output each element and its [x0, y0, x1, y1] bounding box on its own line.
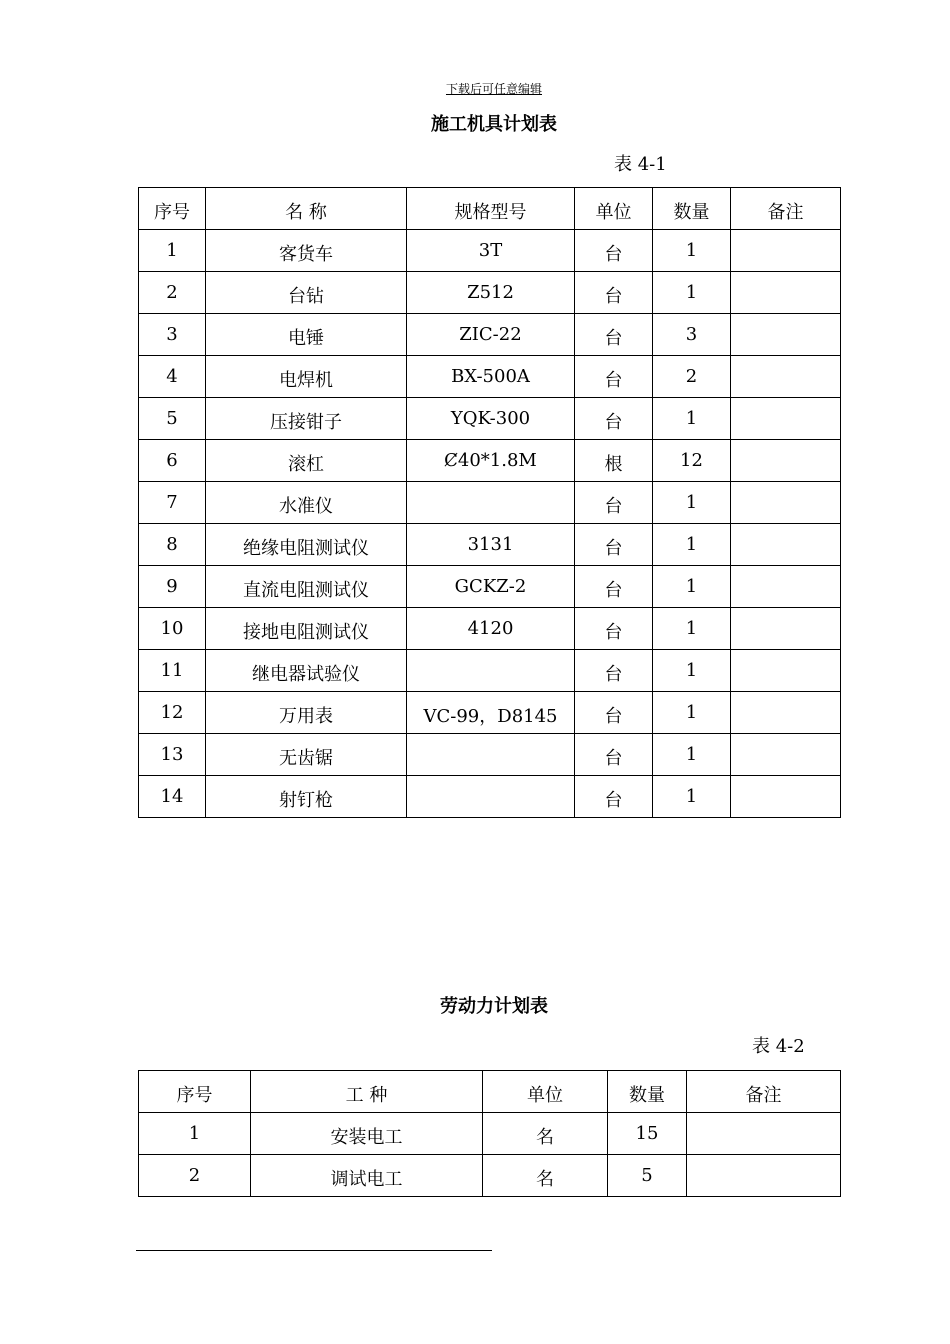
table-cell: GCKZ-2: [407, 566, 575, 608]
footnote-separator: [136, 1250, 492, 1251]
table-cell: 12: [139, 692, 206, 734]
table-cell: 1: [653, 566, 731, 608]
table-cell: 1: [139, 1113, 251, 1155]
header-cell: 规格型号: [407, 188, 575, 230]
table-row: [139, 608, 841, 650]
table-cell: [731, 440, 841, 482]
header-cell: 工 种: [251, 1071, 483, 1113]
table-cell: [731, 608, 841, 650]
table-cell: 绝缘电阻测试仪: [206, 524, 407, 566]
table-cell: 名: [483, 1155, 608, 1197]
table-cell: 台: [575, 272, 653, 314]
header-cell: 序号: [139, 188, 206, 230]
table-cell: 万用表: [206, 692, 407, 734]
table-cell: [687, 1113, 841, 1155]
table-row: [139, 440, 841, 482]
table-cell: 6: [139, 440, 206, 482]
table-row: [139, 1113, 841, 1155]
table-cell: [687, 1155, 841, 1197]
table-cell: 1: [653, 482, 731, 524]
table-cell: BX-500A: [407, 356, 575, 398]
table-cell: [407, 650, 575, 692]
table-cell: 2: [139, 1155, 251, 1197]
table-cell: [731, 776, 841, 818]
table1-title: 施工机具计划表: [431, 114, 557, 135]
table-cell: 1: [653, 398, 731, 440]
table-row: [139, 566, 841, 608]
table-cell: 调试电工: [251, 1155, 483, 1197]
table-cell: 台: [575, 566, 653, 608]
table-cell: Ȼ40*1.8M: [407, 440, 575, 482]
table-cell: 7: [139, 482, 206, 524]
table-cell: 15: [608, 1113, 687, 1155]
table-cell: 1: [653, 608, 731, 650]
table-cell: 11: [139, 650, 206, 692]
table-cell: 台: [575, 230, 653, 272]
table-cell: 1: [653, 272, 731, 314]
table-cell: 台: [575, 398, 653, 440]
table2-title: 劳动力计划表: [440, 996, 548, 1017]
table-cell: 4: [139, 356, 206, 398]
table-cell: 台: [575, 734, 653, 776]
table-cell: 直流电阻测试仪: [206, 566, 407, 608]
header-cell: 数量: [608, 1071, 687, 1113]
table-cell: 台: [575, 524, 653, 566]
table-cell: YQK-300: [407, 398, 575, 440]
header-row: [139, 1071, 841, 1113]
table-row: [139, 314, 841, 356]
table-cell: 8: [139, 524, 206, 566]
table-row: [139, 482, 841, 524]
table-cell: 电锤: [206, 314, 407, 356]
table-cell: 台: [575, 356, 653, 398]
header-cell: 数量: [653, 188, 731, 230]
table-cell: 3131: [407, 524, 575, 566]
table-cell: 压接钳子: [206, 398, 407, 440]
table-cell: 安装电工: [251, 1113, 483, 1155]
table-cell: 13: [139, 734, 206, 776]
table-cell: 3T: [407, 230, 575, 272]
header-cell: 备注: [687, 1071, 841, 1113]
table-cell: [731, 356, 841, 398]
header-cell: 名 称: [206, 188, 407, 230]
table-cell: 电焊机: [206, 356, 407, 398]
table-cell: 台: [575, 776, 653, 818]
table-row: [139, 692, 841, 734]
table-cell: [407, 734, 575, 776]
header-row: [139, 188, 841, 230]
table-cell: 3: [139, 314, 206, 356]
table-cell: 名: [483, 1113, 608, 1155]
table-cell: 台: [575, 650, 653, 692]
table-cell: 台钻: [206, 272, 407, 314]
table-row: [139, 356, 841, 398]
table-cell: [731, 482, 841, 524]
table-cell: 台: [575, 314, 653, 356]
table-cell: [731, 230, 841, 272]
table-cell: 1: [653, 776, 731, 818]
table-cell: 无齿锯: [206, 734, 407, 776]
table-row: [139, 650, 841, 692]
table-cell: 1: [139, 230, 206, 272]
table-cell: [731, 566, 841, 608]
header-note: 下载后可任意编辑: [445, 82, 542, 96]
table-cell: 2: [139, 272, 206, 314]
table-row: [139, 776, 841, 818]
table-cell: 台: [575, 482, 653, 524]
table-row: [139, 272, 841, 314]
table-cell: 台: [575, 608, 653, 650]
table-cell: 4120: [407, 608, 575, 650]
table-cell: 3: [653, 314, 731, 356]
table-cell: ZIC-22: [407, 314, 575, 356]
table-cell: 1: [653, 230, 731, 272]
table-cell: 1: [653, 692, 731, 734]
table-cell: [407, 482, 575, 524]
table-cell: [731, 524, 841, 566]
table-cell: [731, 692, 841, 734]
table-cell: [731, 734, 841, 776]
table2-number: 表 4-2: [752, 1036, 805, 1057]
header-cell: 备注: [731, 188, 841, 230]
table-cell: 台: [575, 692, 653, 734]
table-cell: [407, 776, 575, 818]
table-row: [139, 734, 841, 776]
table-cell: 14: [139, 776, 206, 818]
table-row: [139, 524, 841, 566]
table-cell: 10: [139, 608, 206, 650]
table-cell: 水准仪: [206, 482, 407, 524]
table1-number: 表 4-1: [614, 154, 667, 175]
table-cell: 5: [608, 1155, 687, 1197]
labor-plan-table: [138, 1070, 841, 1197]
header-cell: 序号: [139, 1071, 251, 1113]
table-cell: [731, 314, 841, 356]
header-cell: 单位: [575, 188, 653, 230]
table-cell: 1: [653, 734, 731, 776]
table-row: [139, 230, 841, 272]
table-cell: VC-99，D8145: [407, 692, 575, 734]
table-cell: 12: [653, 440, 731, 482]
table-cell: [731, 272, 841, 314]
table-cell: 客货车: [206, 230, 407, 272]
table-cell: [731, 650, 841, 692]
header-cell: 单位: [483, 1071, 608, 1113]
table-cell: 滚杠: [206, 440, 407, 482]
table-cell: 接地电阻测试仪: [206, 608, 407, 650]
table-cell: 继电器试验仪: [206, 650, 407, 692]
table-cell: Z512: [407, 272, 575, 314]
table-cell: 9: [139, 566, 206, 608]
table-cell: 1: [653, 524, 731, 566]
table-cell: 2: [653, 356, 731, 398]
table-row: [139, 398, 841, 440]
table-row: [139, 1155, 841, 1197]
equipment-plan-table: [138, 187, 841, 818]
table-cell: 1: [653, 650, 731, 692]
table-cell: 根: [575, 440, 653, 482]
table-cell: 射钉枪: [206, 776, 407, 818]
table-cell: [731, 398, 841, 440]
table-cell: 5: [139, 398, 206, 440]
